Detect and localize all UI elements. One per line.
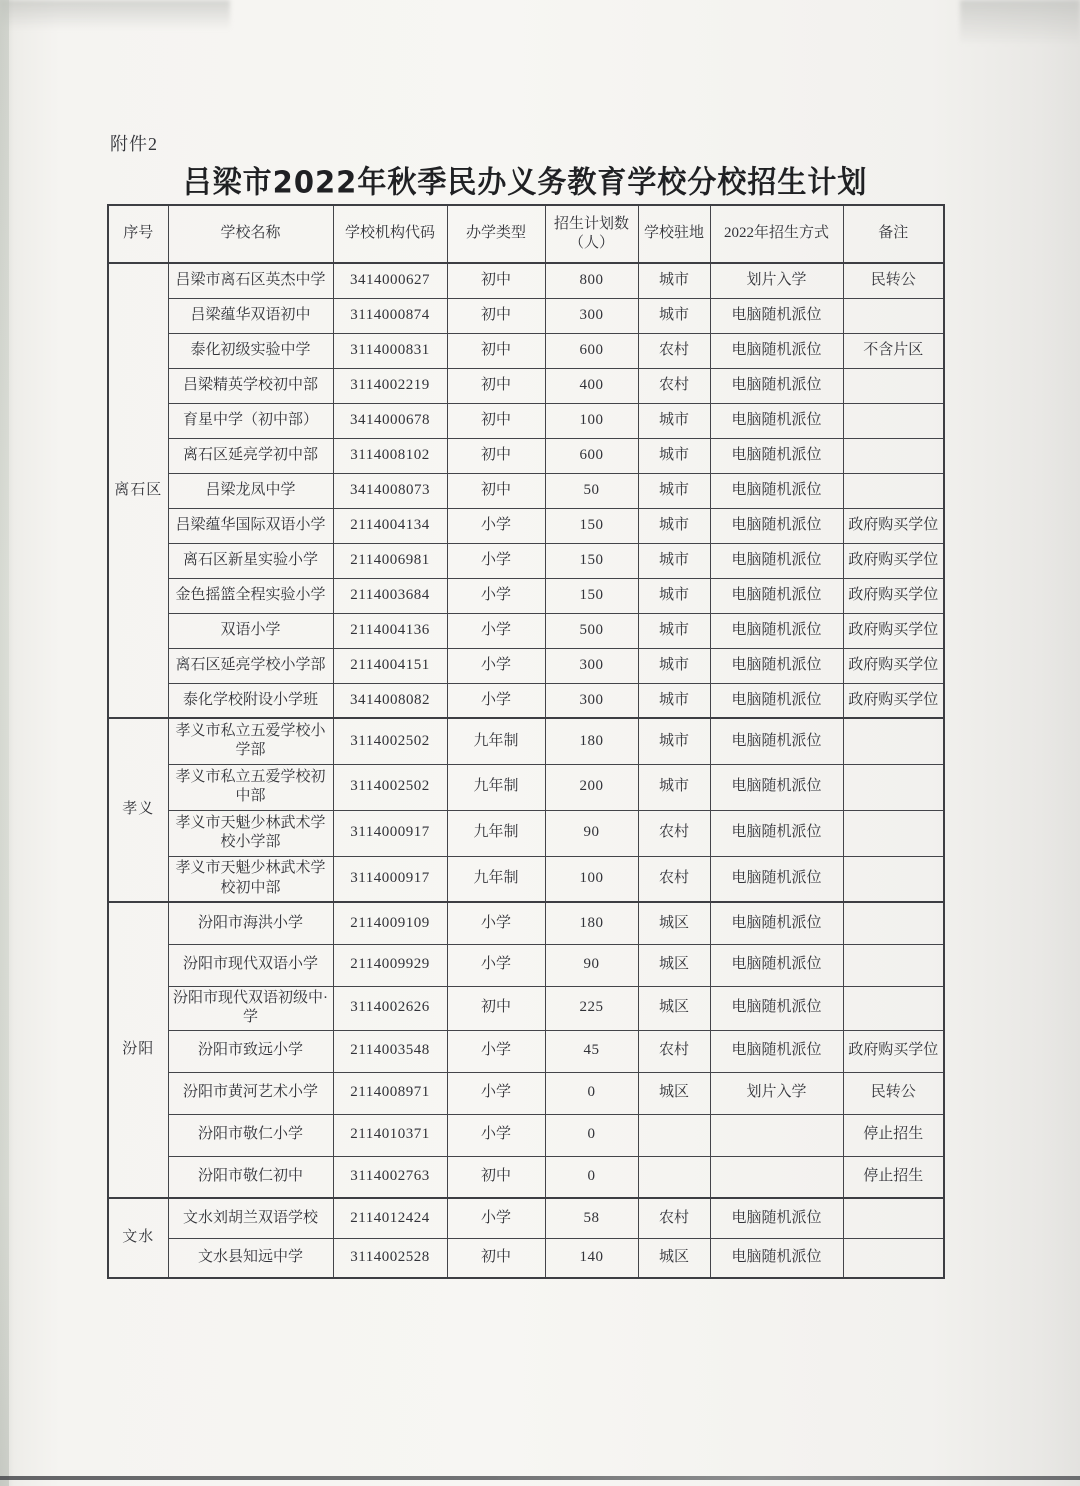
code-cell: 3114002626: [333, 986, 447, 1030]
remark-cell: [843, 944, 944, 986]
type-cell: 小学: [447, 683, 545, 718]
header-row: [108, 205, 944, 263]
region-cell: 文水: [108, 1198, 168, 1278]
plan-cell: 225: [545, 986, 638, 1030]
type-cell: 初中: [447, 298, 545, 333]
remark-cell: [843, 403, 944, 438]
location-cell: 农村: [638, 1030, 710, 1072]
type-cell: 初中: [447, 986, 545, 1030]
method-cell: 电脑随机派位: [710, 1198, 843, 1238]
type-cell: 初中: [447, 473, 545, 508]
plan-cell: 300: [545, 683, 638, 718]
scan-smudge-top-left: [0, 0, 230, 30]
type-cell: 小学: [447, 613, 545, 648]
table-row: [108, 683, 944, 718]
code-cell: 2114004151: [333, 648, 447, 683]
method-cell: [710, 1156, 843, 1198]
enrollment-table: [107, 204, 945, 1279]
code-cell: 3414008082: [333, 683, 447, 718]
method-cell: 电脑随机派位: [710, 473, 843, 508]
location-cell: 城市: [638, 718, 710, 764]
table-row: [108, 368, 944, 403]
method-cell: 电脑随机派位: [710, 718, 843, 764]
column-header: 办学类型: [447, 205, 545, 263]
remark-cell: [843, 986, 944, 1030]
remark-cell: [843, 438, 944, 473]
location-cell: 城区: [638, 902, 710, 944]
code-cell: 3114008102: [333, 438, 447, 473]
table-header: [108, 205, 944, 263]
type-cell: 初中: [447, 333, 545, 368]
code-cell: 2114003548: [333, 1030, 447, 1072]
plan-cell: 800: [545, 263, 638, 298]
remark-cell: 民转公: [843, 263, 944, 298]
attachment-label: 附件2: [110, 134, 158, 154]
plan-cell: 150: [545, 508, 638, 543]
location-cell: 城市: [638, 403, 710, 438]
table-row: [108, 543, 944, 578]
table-body: [108, 263, 944, 1278]
name-cell: 泰化学校附设小学班: [168, 683, 333, 718]
name-cell: 吕梁市离石区英杰中学: [168, 263, 333, 298]
table-row: [108, 1198, 944, 1238]
name-cell: 吕梁龙凤中学: [168, 473, 333, 508]
location-cell: 城区: [638, 944, 710, 986]
table-row: [108, 613, 944, 648]
type-cell: 小学: [447, 1072, 545, 1114]
name-cell: 吕梁蕴华国际双语小学: [168, 508, 333, 543]
method-cell: 电脑随机派位: [710, 648, 843, 683]
location-cell: 城市: [638, 263, 710, 298]
type-cell: 小学: [447, 508, 545, 543]
remark-cell: 停止招生: [843, 1156, 944, 1198]
name-cell: 离石区延亮学初中部: [168, 438, 333, 473]
code-cell: 2114006981: [333, 543, 447, 578]
remark-cell: 政府购买学位: [843, 508, 944, 543]
table-row: [108, 263, 944, 298]
method-cell: 电脑随机派位: [710, 543, 843, 578]
name-cell: 汾阳市敬仁初中: [168, 1156, 333, 1198]
code-cell: 3414008073: [333, 473, 447, 508]
code-cell: 3414000627: [333, 263, 447, 298]
table-row: [108, 902, 944, 944]
plan-cell: 300: [545, 298, 638, 333]
method-cell: 电脑随机派位: [710, 403, 843, 438]
location-cell: 城区: [638, 1072, 710, 1114]
name-cell: 泰化初级实验中学: [168, 333, 333, 368]
code-cell: 2114012424: [333, 1198, 447, 1238]
location-cell: 城市: [638, 298, 710, 333]
plan-cell: 90: [545, 810, 638, 856]
region-cell: 孝义: [108, 718, 168, 902]
method-cell: 电脑随机派位: [710, 1030, 843, 1072]
type-cell: 小学: [447, 902, 545, 944]
table-row: [108, 648, 944, 683]
method-cell: 电脑随机派位: [710, 298, 843, 333]
plan-cell: 100: [545, 856, 638, 902]
table-row: [108, 1114, 944, 1156]
plan-cell: 180: [545, 902, 638, 944]
table-row: [108, 986, 944, 1030]
location-cell: 城市: [638, 543, 710, 578]
location-cell: 城市: [638, 613, 710, 648]
location-cell: 农村: [638, 368, 710, 403]
plan-cell: 45: [545, 1030, 638, 1072]
name-cell: 吕梁蕴华双语初中: [168, 298, 333, 333]
code-cell: 3114000831: [333, 333, 447, 368]
scan-smudge-top-right: [960, 0, 1080, 45]
plan-cell: 300: [545, 648, 638, 683]
table-row: [108, 473, 944, 508]
location-cell: 城市: [638, 508, 710, 543]
code-cell: 3114002502: [333, 764, 447, 810]
region-cell: 离石区: [108, 263, 168, 718]
plan-cell: 200: [545, 764, 638, 810]
type-cell: 初中: [447, 368, 545, 403]
remark-cell: 政府购买学位: [843, 543, 944, 578]
type-cell: 小学: [447, 578, 545, 613]
scan-edge-bottom: [0, 1476, 1080, 1480]
plan-cell: 0: [545, 1072, 638, 1114]
name-cell: 汾阳市现代双语初级中·学: [168, 986, 333, 1030]
column-header: 学校名称: [168, 205, 333, 263]
column-header: 学校驻地: [638, 205, 710, 263]
type-cell: 小学: [447, 543, 545, 578]
location-cell: 城市: [638, 648, 710, 683]
remark-cell: [843, 764, 944, 810]
table-row: [108, 403, 944, 438]
type-cell: 九年制: [447, 764, 545, 810]
type-cell: 九年制: [447, 718, 545, 764]
plan-cell: 58: [545, 1198, 638, 1238]
name-cell: 文水刘胡兰双语学校: [168, 1198, 333, 1238]
table-row: [108, 764, 944, 810]
remark-cell: 民转公: [843, 1072, 944, 1114]
remark-cell: 不含片区: [843, 333, 944, 368]
plan-cell: 180: [545, 718, 638, 764]
name-cell: 离石区新星实验小学: [168, 543, 333, 578]
location-cell: 城市: [638, 578, 710, 613]
table-row: [108, 1156, 944, 1198]
table-row: [108, 438, 944, 473]
column-header: 学校机构代码: [333, 205, 447, 263]
location-cell: 城市: [638, 438, 710, 473]
type-cell: 九年制: [447, 856, 545, 902]
method-cell: 电脑随机派位: [710, 1238, 843, 1278]
method-cell: 电脑随机派位: [710, 578, 843, 613]
code-cell: 2114003684: [333, 578, 447, 613]
code-cell: 2114004136: [333, 613, 447, 648]
name-cell: 孝义市私立五爱学校小学部: [168, 718, 333, 764]
page-title: 吕梁市2022年秋季民办义务教育学校分校招生计划: [182, 164, 868, 200]
type-cell: 小学: [447, 1198, 545, 1238]
method-cell: 电脑随机派位: [710, 508, 843, 543]
method-cell: 划片入学: [710, 263, 843, 298]
type-cell: 九年制: [447, 810, 545, 856]
type-cell: 初中: [447, 1238, 545, 1278]
name-cell: 汾阳市现代双语小学: [168, 944, 333, 986]
method-cell: [710, 1114, 843, 1156]
method-cell: 划片入学: [710, 1072, 843, 1114]
type-cell: 小学: [447, 648, 545, 683]
name-cell: 汾阳市黄河艺术小学: [168, 1072, 333, 1114]
location-cell: 城区: [638, 986, 710, 1030]
remark-cell: 停止招生: [843, 1114, 944, 1156]
name-cell: 育星中学（初中部）: [168, 403, 333, 438]
method-cell: 电脑随机派位: [710, 683, 843, 718]
plan-cell: 500: [545, 613, 638, 648]
name-cell: 汾阳市敬仁小学: [168, 1114, 333, 1156]
name-cell: 汾阳市致远小学: [168, 1030, 333, 1072]
remark-cell: [843, 368, 944, 403]
table-row: [108, 1072, 944, 1114]
name-cell: 金色摇篮全程实验小学: [168, 578, 333, 613]
code-cell: 2114010371: [333, 1114, 447, 1156]
method-cell: 电脑随机派位: [710, 986, 843, 1030]
location-cell: 农村: [638, 333, 710, 368]
location-cell: 城区: [638, 1238, 710, 1278]
remark-cell: 政府购买学位: [843, 648, 944, 683]
code-cell: 3114002502: [333, 718, 447, 764]
type-cell: 小学: [447, 1030, 545, 1072]
code-cell: 3414000678: [333, 403, 447, 438]
plan-cell: 150: [545, 543, 638, 578]
type-cell: 初中: [447, 438, 545, 473]
plan-cell: 140: [545, 1238, 638, 1278]
table-row: [108, 1238, 944, 1278]
table-row: [108, 856, 944, 902]
plan-cell: 90: [545, 944, 638, 986]
name-cell: 离石区延亮学校小学部: [168, 648, 333, 683]
method-cell: 电脑随机派位: [710, 764, 843, 810]
remark-cell: [843, 902, 944, 944]
method-cell: 电脑随机派位: [710, 944, 843, 986]
table-row: [108, 578, 944, 613]
method-cell: 电脑随机派位: [710, 333, 843, 368]
name-cell: 孝义市私立五爱学校初中部: [168, 764, 333, 810]
plan-cell: 0: [545, 1156, 638, 1198]
location-cell: [638, 1156, 710, 1198]
plan-cell: 150: [545, 578, 638, 613]
location-cell: [638, 1114, 710, 1156]
code-cell: 2114004134: [333, 508, 447, 543]
method-cell: 电脑随机派位: [710, 613, 843, 648]
code-cell: 2114009929: [333, 944, 447, 986]
plan-cell: 600: [545, 438, 638, 473]
remark-cell: [843, 473, 944, 508]
code-cell: 3114000917: [333, 856, 447, 902]
plan-cell: 50: [545, 473, 638, 508]
name-cell: 孝义市天魁少林武术学校小学部: [168, 810, 333, 856]
remark-cell: [843, 810, 944, 856]
name-cell: 孝义市天魁少林武术学校初中部: [168, 856, 333, 902]
remark-cell: [843, 856, 944, 902]
code-cell: 2114009109: [333, 902, 447, 944]
location-cell: 城市: [638, 764, 710, 810]
location-cell: 农村: [638, 856, 710, 902]
remark-cell: 政府购买学位: [843, 683, 944, 718]
scan-edge-left: [0, 0, 9, 1486]
remark-cell: 政府购买学位: [843, 613, 944, 648]
location-cell: 农村: [638, 810, 710, 856]
column-header: 招生计划数（人）: [545, 205, 638, 263]
code-cell: 3114002763: [333, 1156, 447, 1198]
name-cell: 文水县知远中学: [168, 1238, 333, 1278]
location-cell: 农村: [638, 1198, 710, 1238]
table-row: [108, 944, 944, 986]
remark-cell: [843, 1198, 944, 1238]
column-header: 备注: [843, 205, 944, 263]
name-cell: 双语小学: [168, 613, 333, 648]
method-cell: 电脑随机派位: [710, 368, 843, 403]
remark-cell: [843, 718, 944, 764]
code-cell: 3114000917: [333, 810, 447, 856]
location-cell: 城市: [638, 473, 710, 508]
remark-cell: [843, 298, 944, 333]
table-row: [108, 1030, 944, 1072]
code-cell: 3114002219: [333, 368, 447, 403]
method-cell: 电脑随机派位: [710, 902, 843, 944]
remark-cell: 政府购买学位: [843, 578, 944, 613]
method-cell: 电脑随机派位: [710, 856, 843, 902]
table-row: [108, 298, 944, 333]
plan-cell: 0: [545, 1114, 638, 1156]
column-header: 2022年招生方式: [710, 205, 843, 263]
plan-cell: 100: [545, 403, 638, 438]
location-cell: 城市: [638, 683, 710, 718]
table-row: [108, 333, 944, 368]
column-header: 序号: [108, 205, 168, 263]
method-cell: 电脑随机派位: [710, 438, 843, 473]
plan-cell: 600: [545, 333, 638, 368]
name-cell: 汾阳市海洪小学: [168, 902, 333, 944]
type-cell: 小学: [447, 1114, 545, 1156]
type-cell: 小学: [447, 944, 545, 986]
type-cell: 初中: [447, 263, 545, 298]
table-row: [108, 718, 944, 764]
remark-cell: 政府购买学位: [843, 1030, 944, 1072]
plan-cell: 400: [545, 368, 638, 403]
code-cell: 3114002528: [333, 1238, 447, 1278]
region-cell: 汾阳: [108, 902, 168, 1198]
remark-cell: [843, 1238, 944, 1278]
table-row: [108, 810, 944, 856]
code-cell: 2114008971: [333, 1072, 447, 1114]
table-row: [108, 508, 944, 543]
type-cell: 初中: [447, 403, 545, 438]
method-cell: 电脑随机派位: [710, 810, 843, 856]
name-cell: 吕梁精英学校初中部: [168, 368, 333, 403]
type-cell: 初中: [447, 1156, 545, 1198]
code-cell: 3114000874: [333, 298, 447, 333]
